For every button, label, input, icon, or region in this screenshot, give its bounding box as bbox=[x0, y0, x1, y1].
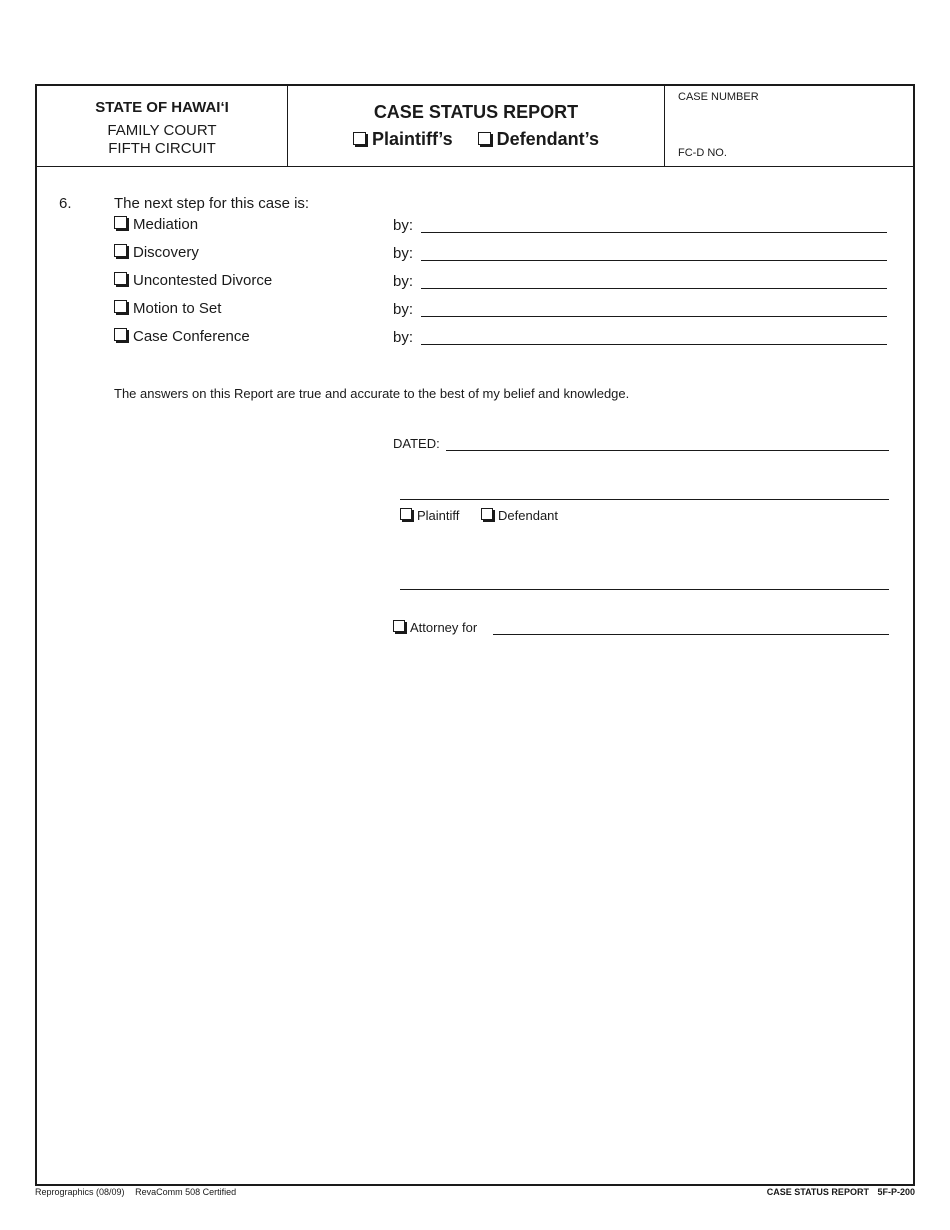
section-number: 6. bbox=[59, 195, 72, 212]
defendant-label: Defendant bbox=[498, 508, 559, 523]
form-frame bbox=[35, 84, 915, 1186]
state-name: STATE OF HAWAI‘I bbox=[95, 99, 229, 116]
footer-right bbox=[767, 1187, 915, 1197]
case-conference-by-field[interactable] bbox=[421, 344, 887, 345]
motion-to-set-by-field[interactable] bbox=[421, 316, 887, 317]
step-uncontested-divorce[interactable] bbox=[114, 272, 272, 289]
defendants-label: Defendant’s bbox=[496, 129, 600, 149]
by-label: by: bbox=[393, 329, 414, 346]
case-number-cell[interactable] bbox=[665, 86, 913, 166]
step-case-conference[interactable] bbox=[114, 328, 250, 345]
step-label: Motion to Set bbox=[133, 300, 222, 317]
attorney-signature-line[interactable] bbox=[400, 589, 889, 590]
court-name: FAMILY COURT bbox=[107, 122, 217, 139]
step-discovery[interactable] bbox=[114, 244, 199, 261]
dated-field[interactable] bbox=[446, 450, 889, 451]
mediation-checkbox[interactable] bbox=[114, 216, 127, 229]
by-label: by: bbox=[393, 273, 414, 290]
circuit-name: FIFTH CIRCUIT bbox=[108, 140, 216, 157]
plaintiff-checkbox[interactable] bbox=[400, 508, 412, 520]
party-selector bbox=[288, 129, 664, 150]
plaintiffs-option[interactable] bbox=[353, 129, 453, 149]
step-mediation[interactable] bbox=[114, 216, 198, 233]
dated-label: DATED: bbox=[393, 436, 440, 451]
form-header bbox=[37, 86, 913, 167]
attorney-label: Attorney for bbox=[410, 620, 478, 635]
plaintiffs-label: Plaintiff’s bbox=[371, 129, 453, 149]
mediation-by-field[interactable] bbox=[421, 232, 887, 233]
uncontested-divorce-by-field[interactable] bbox=[421, 288, 887, 289]
signature-line[interactable] bbox=[400, 499, 889, 500]
uncontested-divorce-checkbox[interactable] bbox=[114, 272, 127, 285]
footer-form-code: 5F-P-200 bbox=[877, 1187, 915, 1197]
next-step-prompt: The next step for this case is: bbox=[114, 195, 310, 212]
motion-to-set-checkbox[interactable] bbox=[114, 300, 127, 313]
title-cell bbox=[288, 86, 665, 166]
step-label: Uncontested Divorce bbox=[133, 272, 273, 289]
reprographics-note: Reprographics (08/09) bbox=[35, 1187, 125, 1197]
fcd-number-label: FC-D NO. bbox=[678, 147, 727, 159]
case-conference-checkbox[interactable] bbox=[114, 328, 127, 341]
defendant-option[interactable] bbox=[481, 508, 558, 523]
attorney-checkbox[interactable] bbox=[393, 620, 405, 632]
footer-left bbox=[35, 1187, 236, 1197]
footer-form-title: CASE STATUS REPORT bbox=[766, 1187, 869, 1197]
discovery-checkbox[interactable] bbox=[114, 244, 127, 257]
by-label: by: bbox=[393, 245, 414, 262]
court-info-cell bbox=[37, 86, 288, 166]
attorney-for-field[interactable] bbox=[493, 634, 889, 635]
certification-note: RevaComm 508 Certified bbox=[135, 1187, 237, 1197]
by-label: by: bbox=[393, 301, 414, 318]
case-number-label: CASE NUMBER bbox=[678, 91, 759, 103]
plaintiffs-checkbox[interactable] bbox=[353, 132, 366, 145]
attorney-option[interactable] bbox=[393, 620, 477, 635]
signer-role-selector bbox=[400, 508, 576, 523]
defendants-option[interactable] bbox=[478, 129, 599, 149]
step-label: Mediation bbox=[133, 216, 199, 233]
plaintiff-label: Plaintiff bbox=[417, 508, 460, 523]
discovery-by-field[interactable] bbox=[421, 260, 887, 261]
attestation-text: The answers on this Report are true and accurate to the best of my belief and knowledge. bbox=[114, 386, 630, 401]
defendants-checkbox[interactable] bbox=[478, 132, 491, 145]
step-label: Case Conference bbox=[133, 328, 250, 345]
by-label: by: bbox=[393, 217, 414, 234]
step-label: Discovery bbox=[133, 244, 199, 261]
defendant-checkbox[interactable] bbox=[481, 508, 493, 520]
plaintiff-option[interactable] bbox=[400, 508, 459, 523]
form-title: CASE STATUS REPORT bbox=[373, 102, 579, 122]
step-motion-to-set[interactable] bbox=[114, 300, 221, 317]
